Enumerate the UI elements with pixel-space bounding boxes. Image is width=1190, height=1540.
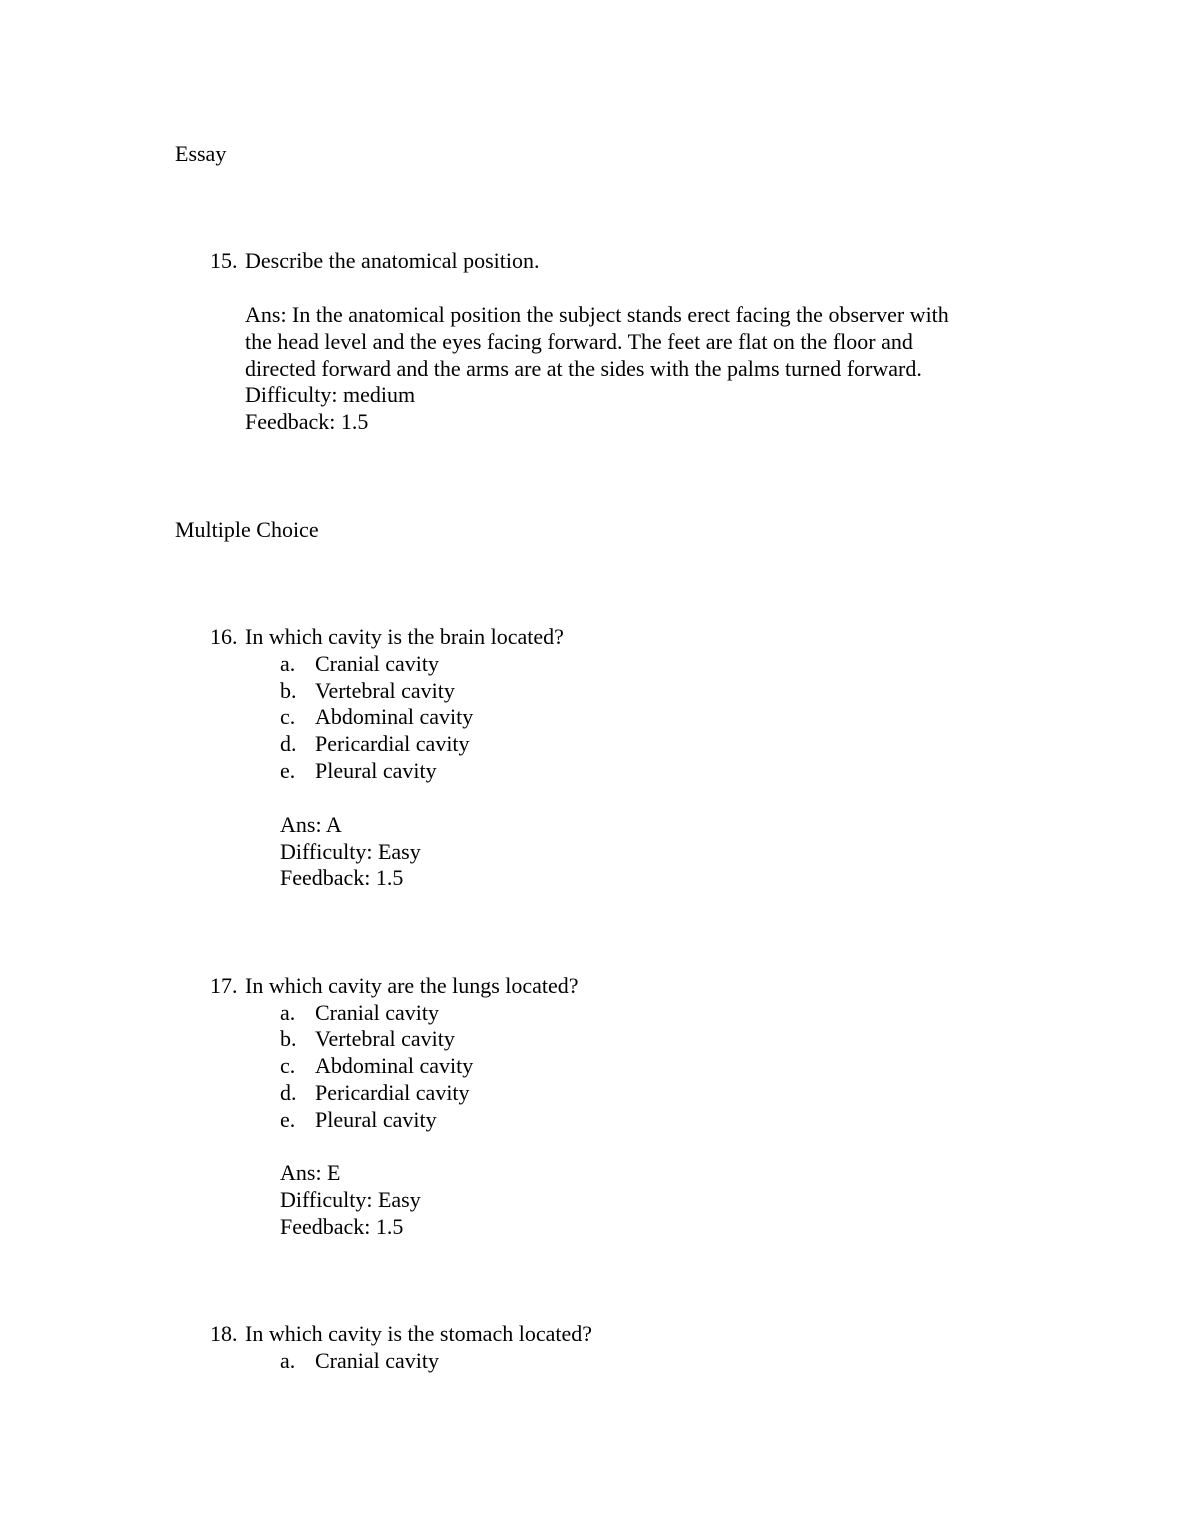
- question-17: [210, 973, 579, 999]
- option-text: Pericardial cavity: [315, 1080, 470, 1105]
- option-letter: c.: [280, 704, 296, 729]
- option-item: [280, 1053, 473, 1079]
- option-item: [280, 678, 455, 704]
- multiple-choice-heading: Multiple Choice: [175, 517, 319, 542]
- answer-line: Ans: In the anatomical position the subject stands erect facing the observer with: [245, 302, 949, 327]
- option-text: Pericardial cavity: [315, 731, 470, 756]
- option-text: Abdominal cavity: [315, 1053, 474, 1078]
- option-item: [280, 1348, 439, 1374]
- answer-line: the head level and the eyes facing forward. The feet are flat on the floor and: [245, 329, 913, 354]
- question-number: 15.: [210, 248, 238, 273]
- question-number: 17.: [210, 973, 238, 998]
- feedback-label: Feedback: 1.5: [280, 1214, 404, 1239]
- feedback-label: Feedback: 1.5: [245, 409, 369, 434]
- difficulty-label: Difficulty: medium: [245, 382, 416, 407]
- question-text: In which cavity is the stomach located?: [245, 1321, 592, 1346]
- option-letter: d.: [280, 731, 297, 756]
- option-item: [280, 731, 470, 757]
- question-number: 18.: [210, 1321, 238, 1346]
- question-text: Describe the anatomical position.: [245, 248, 540, 273]
- feedback-label: Feedback: 1.5: [280, 865, 404, 890]
- option-text: Vertebral cavity: [315, 1026, 455, 1051]
- option-item: [280, 1080, 470, 1106]
- option-letter: e.: [280, 1107, 296, 1132]
- option-letter: a.: [280, 1000, 296, 1025]
- option-text: Cranial cavity: [315, 651, 440, 676]
- option-text: Cranial cavity: [315, 1348, 440, 1373]
- answer-label: Ans: E: [280, 1160, 341, 1185]
- difficulty-label: Difficulty: Easy: [280, 839, 421, 864]
- option-item: [280, 1026, 455, 1052]
- option-letter: a.: [280, 1348, 296, 1373]
- option-letter: e.: [280, 758, 296, 783]
- option-text: Vertebral cavity: [315, 678, 455, 703]
- option-letter: c.: [280, 1053, 296, 1078]
- essay-heading: Essay: [175, 141, 227, 166]
- question-18: [210, 1321, 592, 1347]
- option-letter: d.: [280, 1080, 297, 1105]
- question-text: In which cavity are the lungs located?: [245, 973, 579, 998]
- option-text: Cranial cavity: [315, 1000, 440, 1025]
- question-16: [210, 624, 564, 650]
- option-letter: b.: [280, 1026, 297, 1051]
- option-item: [280, 1000, 439, 1026]
- question-text: In which cavity is the brain located?: [245, 624, 564, 649]
- option-text: Pleural cavity: [315, 758, 437, 783]
- question-15: [210, 248, 539, 274]
- question-number: 16.: [210, 624, 238, 649]
- option-letter: a.: [280, 651, 296, 676]
- answer-label: Ans: A: [280, 812, 342, 837]
- option-text: Pleural cavity: [315, 1107, 437, 1132]
- difficulty-label: Difficulty: Easy: [280, 1187, 421, 1212]
- option-letter: b.: [280, 678, 297, 703]
- option-text: Abdominal cavity: [315, 704, 474, 729]
- option-item: [280, 1107, 437, 1133]
- option-item: [280, 758, 437, 784]
- answer-line: directed forward and the arms are at the sides with the palms turned forward.: [245, 356, 922, 381]
- option-item: [280, 704, 473, 730]
- option-item: [280, 651, 439, 677]
